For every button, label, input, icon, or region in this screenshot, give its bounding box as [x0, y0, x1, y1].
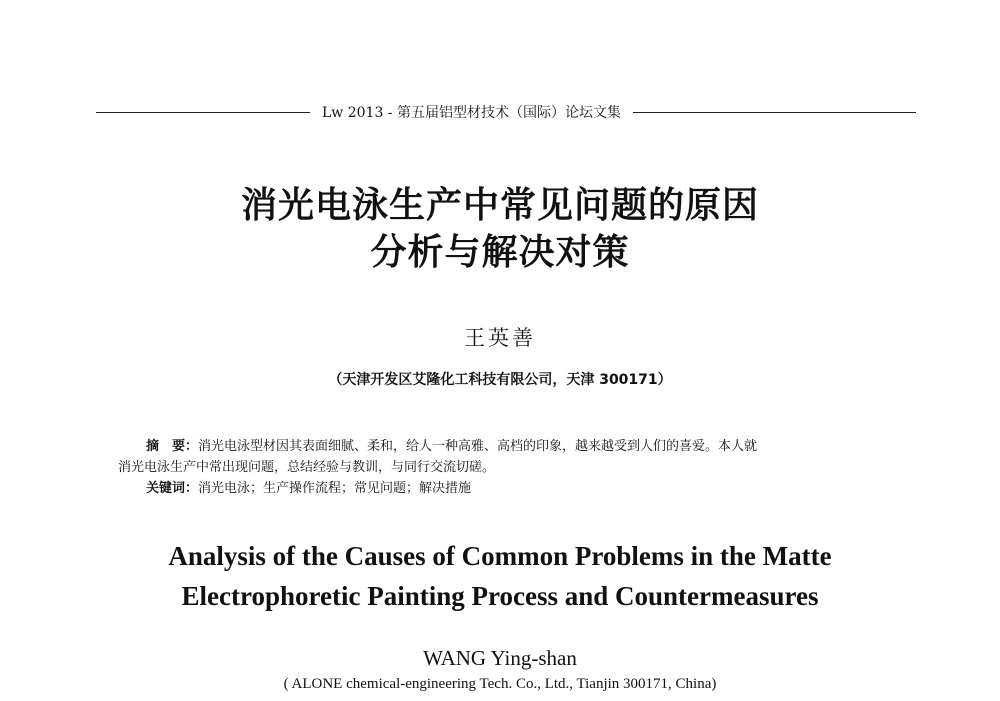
- keywords-line: [118, 478, 900, 499]
- chinese-title-line-1: 消光电泳生产中常见问题的原因: [240, 184, 759, 226]
- header-rule-right: [633, 112, 916, 113]
- abstract-text-1: 消光电泳型材因其表面细腻、柔和，给人一种高雅、高档的印象，越来越受到人们的喜爱。本人就: [198, 439, 758, 454]
- english-author: WANG Ying-shan: [423, 646, 577, 670]
- english-title-line-1: Analysis of the Causes of Common Problems in the Matte: [168, 541, 832, 571]
- running-header-title: Lw 2013 - 第五届铝型材技术（国际）论坛文集: [322, 105, 621, 121]
- running-header: [96, 101, 916, 123]
- abstract-label: 摘 要：: [146, 439, 199, 454]
- keywords-label: 关键词：: [146, 481, 199, 496]
- abstract-line-1: [118, 436, 900, 457]
- chinese-title-line-2: 分析与解决对策: [370, 231, 630, 273]
- keywords-text: 消光电泳；生产操作流程；常见问题；解决措施: [198, 481, 472, 496]
- chinese-author: 王英善: [464, 326, 536, 350]
- abstract-line-2: [118, 457, 900, 478]
- abstract: [118, 436, 900, 499]
- abstract-text-2: 消光电泳生产中常出现问题，总结经验与教训，与同行交流切磋。: [118, 460, 496, 475]
- chinese-affiliation: （天津开发区艾隆化工科技有限公司，天津 300171）: [328, 372, 672, 388]
- english-title-line-2: Electrophoretic Painting Process and Countermeasures: [181, 581, 819, 611]
- header-rule-left: [96, 112, 310, 113]
- english-affiliation: ( ALONE chemical-engineering Tech. Co., Ltd., Tianjin 300171, China): [283, 676, 717, 692]
